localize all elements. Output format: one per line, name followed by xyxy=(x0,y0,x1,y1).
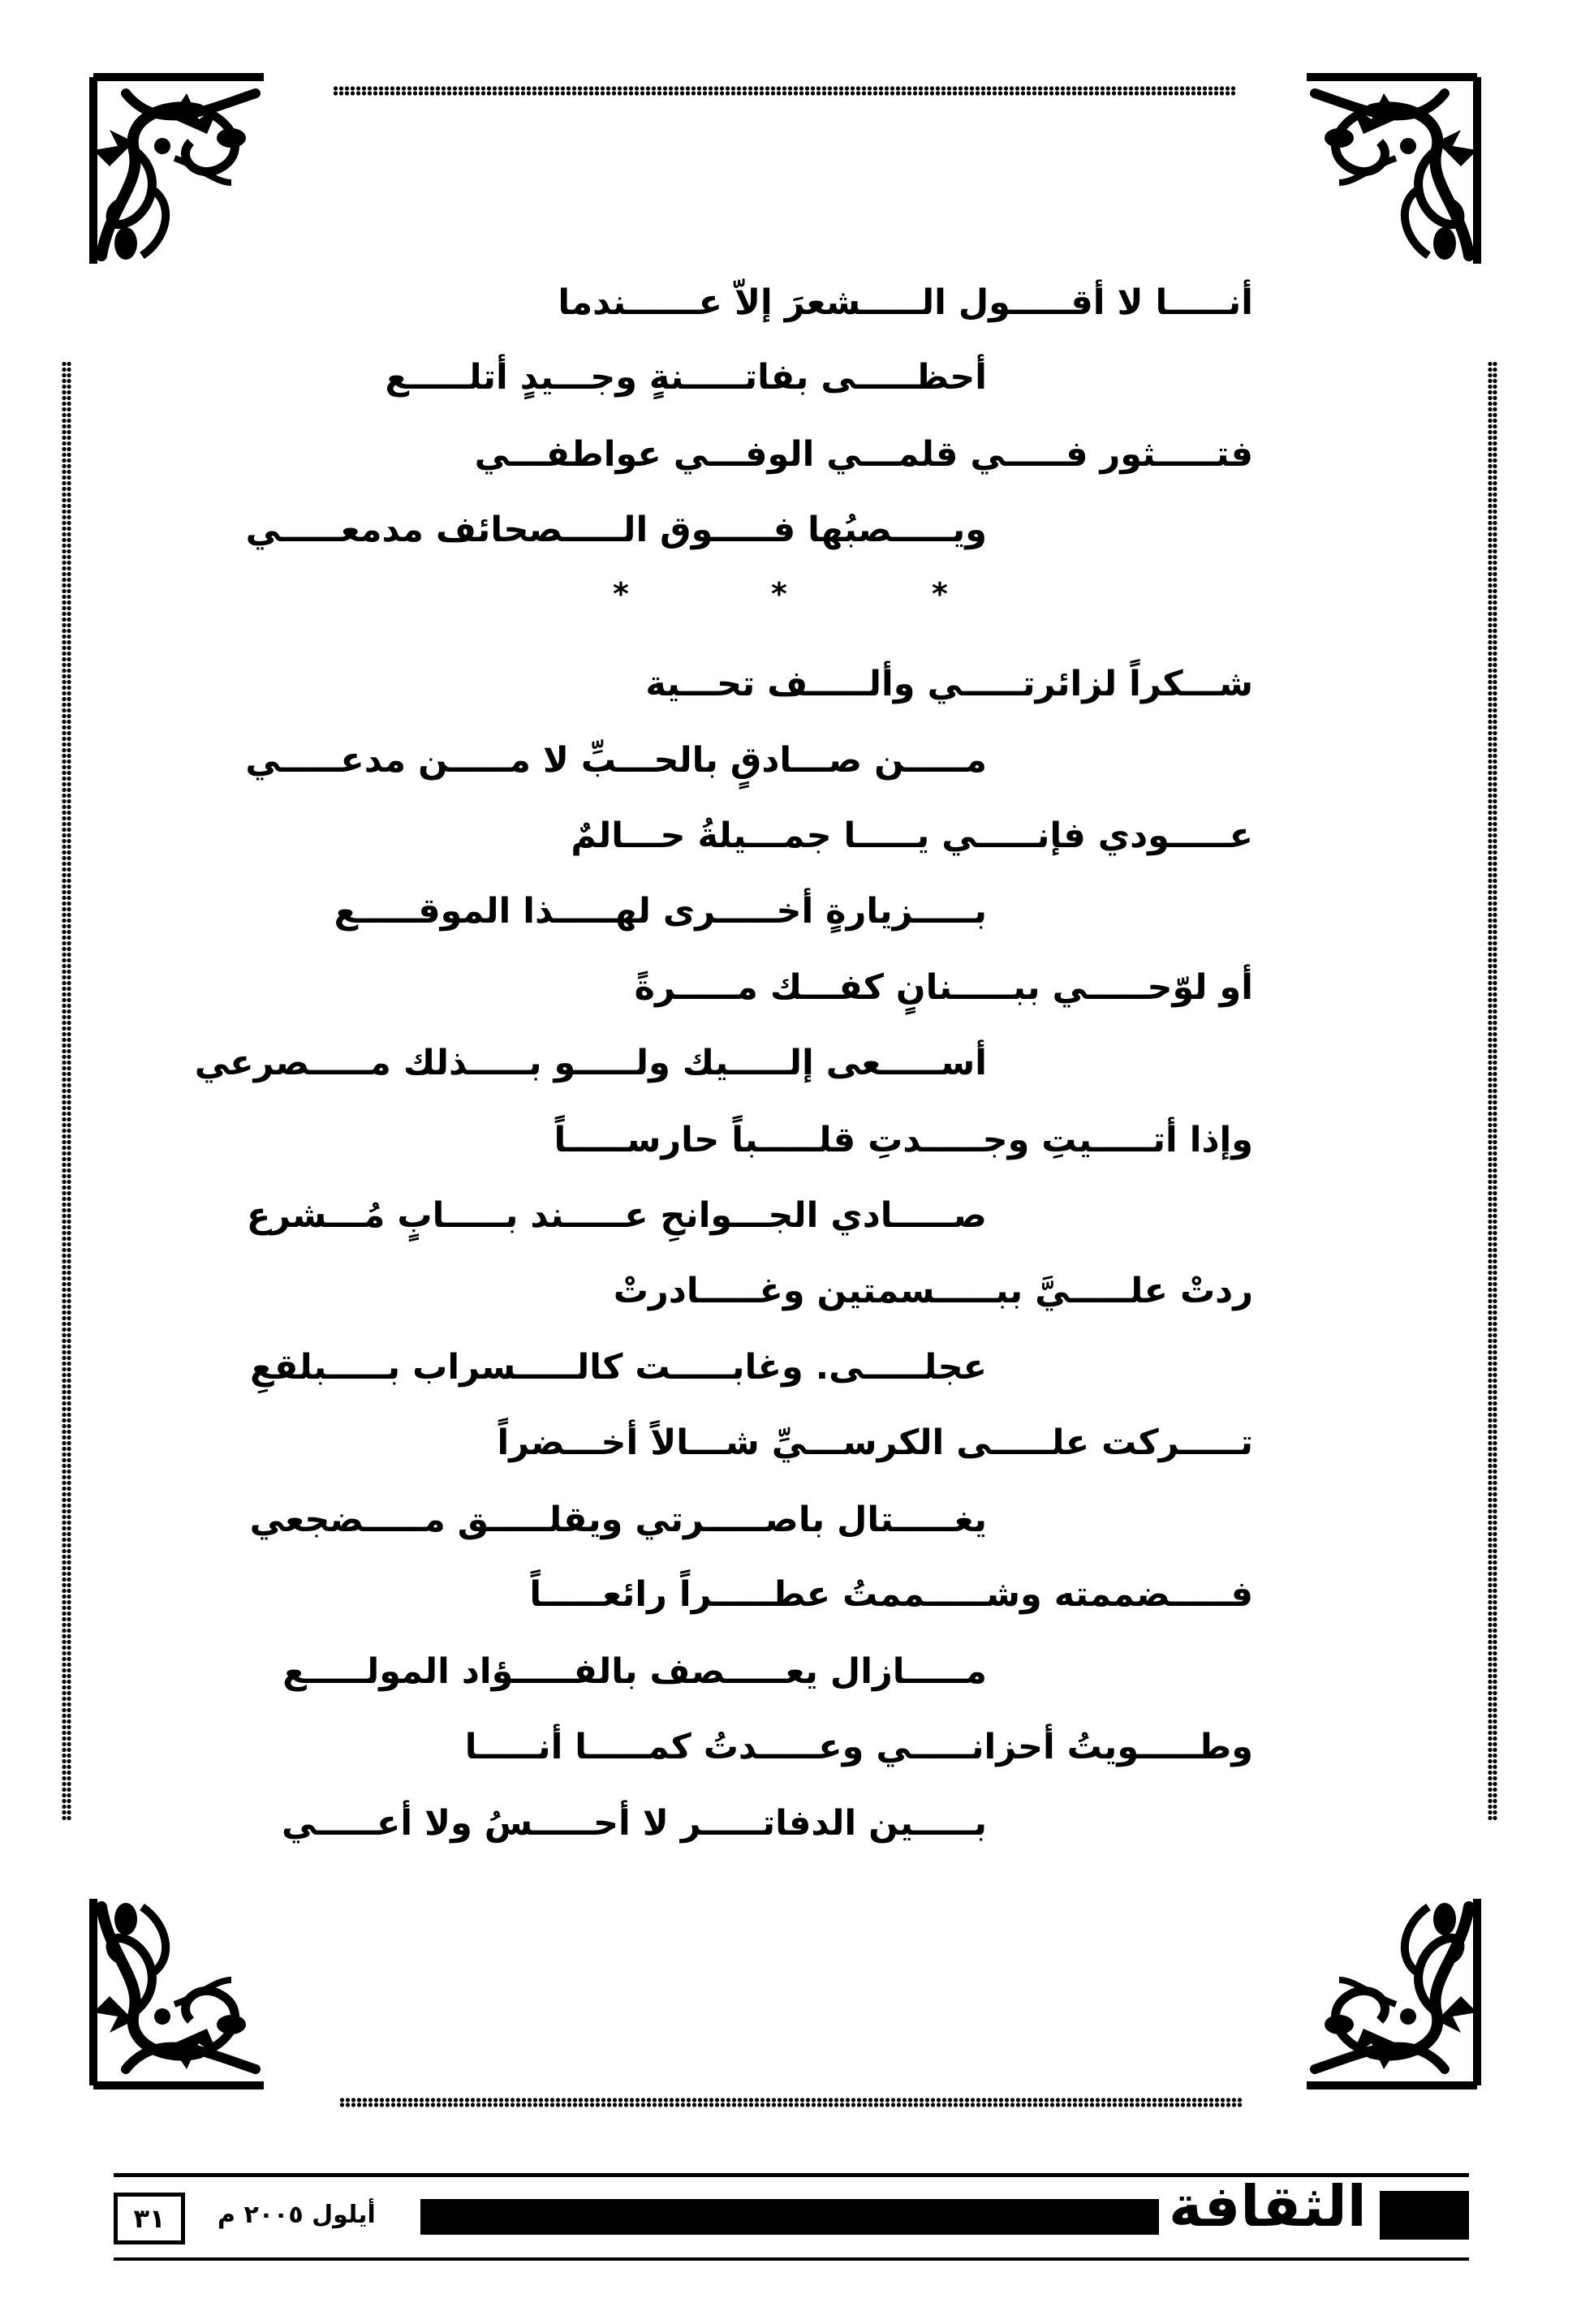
poem-line: عجلـــــى. وغابـــــت كالـــــسراب بـــــبلقعِ xyxy=(250,1347,987,1388)
poem-line: شـــكراً لزائرتـــــي وألـــــف تحـــية xyxy=(645,664,1253,704)
poem-line: أســـــعى إلـــــيك ولـــــو بـــــذلك مـــــصرعي xyxy=(194,1043,987,1083)
poem-line: يغـــــتال باصـــــرتي ويقلـــــق مـــــضجعي xyxy=(249,1500,987,1540)
poem-line: مـــــازال يعـــــصف بالفـــــؤاد المولـــــع xyxy=(282,1651,987,1692)
page-number-text: ٣١ xyxy=(133,2203,166,2234)
dotted-border-bottom xyxy=(339,2098,1242,2107)
masthead-bar xyxy=(1380,2191,1469,2240)
poem-line: بـــــين الدفاتـــــر لا أحـــــسُ ولا أعـــــي xyxy=(281,1803,987,1844)
poem-line: فـــــضممته وشـــــممتُ عطـــــراً رائعـــــاً xyxy=(529,1574,1253,1615)
separator-star: * xyxy=(771,576,787,612)
poem-line: فتـــــثور فـــــي قلمـــي الوفـــي عواطفـــي xyxy=(474,434,1253,475)
poem-line: تـــــركت علـــــى الكرســـيِّ شـــالاً أخـــضراً xyxy=(497,1422,1253,1463)
corner-ornament-bottom-left xyxy=(77,1883,272,2102)
poem-line: ردتْ علـــــيَّ ببـــــسمتين وغـــــادرتْ xyxy=(613,1271,1253,1311)
poem-line: أحظـــــى بفاتـــــنةٍ وجـــيدٍ أتلـــــع xyxy=(385,357,987,398)
poem-line: عـــــودي فإنـــــي يـــــا جمـــيلةُ حـــالمٌ xyxy=(571,816,1253,856)
masthead-logo: الثقافة xyxy=(1169,2173,1367,2240)
poem-line: صـــــادي الجـــوانحِ عـــــند بـــــابٍ مُـــشرع xyxy=(246,1195,987,1236)
poem-line: وإذا أتـــــيتِ وجـــــدتِ قلـــــباً حارســـــاً xyxy=(554,1120,1253,1160)
corner-ornament-bottom-right xyxy=(1299,1883,1493,2102)
separator-star: * xyxy=(932,576,948,612)
poem-line: بـــــزيارةٍ أخـــــرى لهـــــذا الموقـــــع xyxy=(334,891,987,932)
poem-line: ويـــــصبُها فـــــوق الـــــصحائف مدمعـــــي xyxy=(245,510,987,550)
footer-black-bar xyxy=(420,2199,1159,2235)
poem-line: أو لوّحـــــي ببـــــنانٍ كفـــك مـــــرةً xyxy=(634,967,1253,1008)
footer-rule-bottom xyxy=(114,2257,1469,2261)
stanza-separator xyxy=(0,576,1581,625)
poem-line: وطـــــويتُ أحزانـــــي وعـــــدتُ كمـــــا أنـــــا xyxy=(464,1727,1253,1767)
issue-date: أيلول ٢٠٠٥ م xyxy=(218,2201,376,2229)
separator-star: * xyxy=(613,576,629,612)
poem-line: أنـــــا لا أقـــــول الـــــشعرَ إلاّ عــــــندما xyxy=(558,282,1253,323)
poem-line: مـــــن صـــادقٍ بالحـــبِّ لا مـــــن مدعـــــي xyxy=(245,740,987,781)
page-number xyxy=(114,2193,185,2244)
